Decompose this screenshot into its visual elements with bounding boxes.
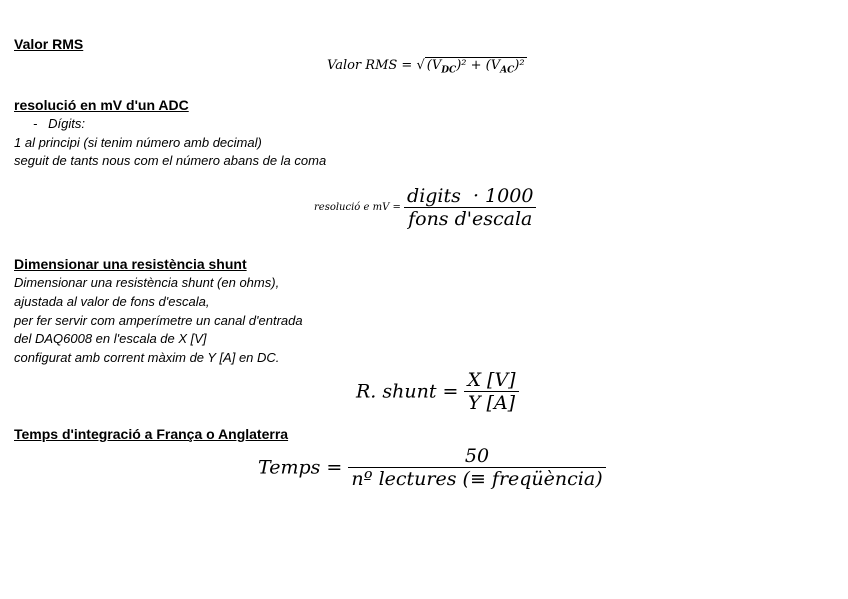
bullet-digits: - Dígits:: [33, 116, 86, 131]
text-line: Dimensionar una resistència shunt (en ohms),: [14, 275, 280, 290]
radicand-mid: )² + (V: [456, 58, 501, 73]
radicand-suffix: )²: [514, 58, 525, 73]
fraction-numerator: digits · 1000: [404, 185, 536, 208]
formula-resolucio-lhs: resolució e mV =: [314, 202, 405, 213]
text-line: 1 al principi (si tenim número amb decimal): [14, 135, 262, 150]
fraction-shunt: [464, 369, 518, 414]
radicand-prefix: (V: [426, 58, 442, 73]
text-line: del DAQ6008 en l'escala de X [V]: [14, 331, 207, 346]
formula-rms-eq: =: [397, 58, 417, 73]
sqrt-symbol: √: [416, 58, 425, 73]
formula-shunt-lhs: R. shunt =: [356, 380, 465, 403]
fraction-numerator: 50: [348, 445, 605, 468]
section-heading-temps: Temps d'integració a França o Anglaterra: [14, 426, 289, 442]
formula-rms-lhs: Valor RMS: [327, 58, 398, 73]
formula-rms-radicand: [425, 57, 527, 76]
formula-resolucio: [314, 185, 536, 230]
section-heading-shunt: Dimensionar una resistència shunt: [14, 256, 247, 272]
section-heading-resolucio-adc: resolució en mV d'un ADC: [14, 97, 189, 113]
fraction-denominator: nº lectures (≡ freqüència): [351, 468, 603, 490]
text-line: configurat amb corrent màxim de Y [A] en DC.: [14, 350, 280, 365]
formula-shunt: [356, 369, 519, 414]
subscript-ac: AC: [500, 65, 515, 76]
fraction-denominator: Y [A]: [467, 392, 516, 414]
fraction-numerator: X [V]: [464, 369, 518, 392]
fraction-denominator: fons d'escala: [408, 208, 533, 230]
text-line: ajustada al valor de fons d'escala,: [14, 294, 210, 309]
fraction-resolucio: [404, 185, 536, 230]
section-heading-valor-rms: Valor RMS: [14, 36, 84, 52]
text-line: per fer servir com amperímetre un canal d'entrada: [14, 313, 303, 328]
formula-temps: [258, 445, 606, 490]
text-line: seguit de tants nous com el número abans de la coma: [14, 153, 327, 168]
formula-valor-rms: [327, 57, 527, 76]
formula-temps-lhs: Temps =: [258, 456, 349, 479]
subscript-dc: DC: [441, 65, 457, 76]
fraction-temps: [348, 445, 605, 490]
